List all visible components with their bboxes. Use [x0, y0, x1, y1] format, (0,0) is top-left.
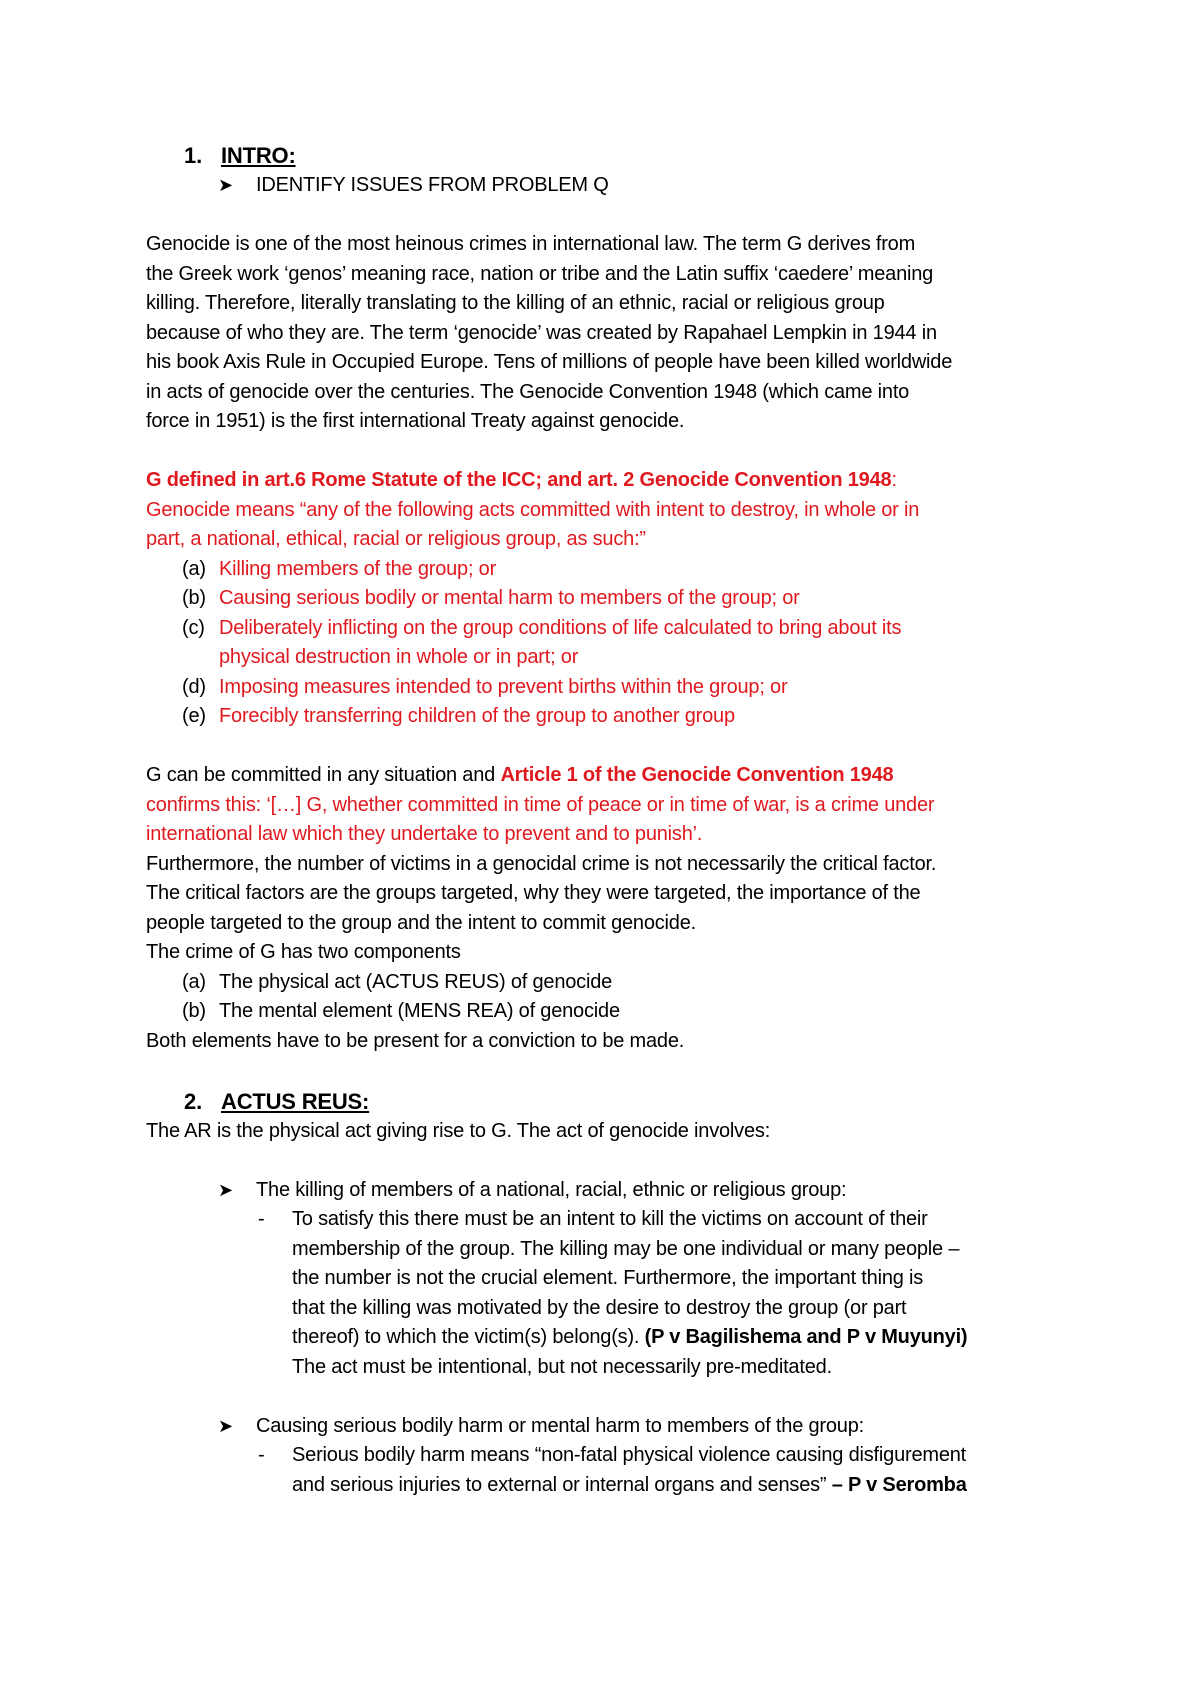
item-text: Forecibly transferring children of the group to another group	[219, 705, 735, 727]
dash-line: Serious bodily harm means “non-fatal physical violence causing disfigurement	[292, 1444, 967, 1466]
item-text: Deliberately inflicting on the group conditions of life calculated to bring about its	[219, 616, 902, 639]
arrow-bullet-item	[146, 1412, 1066, 1442]
dash-line	[292, 1471, 1066, 1501]
definition-item	[146, 614, 1066, 644]
document-body	[146, 140, 1066, 1500]
arrow-bullet-text: IDENTIFY ISSUES FROM PROBLEM Q	[256, 174, 609, 196]
paragraph-line: The AR is the physical act giving rise to G. The act of genocide involves:	[146, 1119, 771, 1142]
paragraph-line: the Greek work ‘genos’ meaning race, nation or tribe and the Latin suffix ‘caedere’ meaning	[146, 262, 934, 285]
article1-lead: G can be committed in any situation and	[146, 764, 501, 786]
arrow-bullet-icon: ➤	[218, 1179, 233, 1200]
arrow-bullet-text: The killing of members of a national, racial, ethnic or religious group:	[256, 1178, 847, 1201]
article1-reference: Article 1 of the Genocide Convention 1948	[500, 764, 894, 786]
dash-line: that the killing was motivated by the desire to destroy the group (or part	[292, 1296, 907, 1319]
section-number: 2.	[184, 1088, 202, 1114]
dash-line: the number is not the crucial element. Furthermore, the important thing is	[292, 1267, 924, 1289]
item-label: (a)	[182, 970, 206, 993]
case-citation: – P v Seromba	[831, 1473, 967, 1496]
paragraph-line: The critical factors are the groups targeted, why they were targeted, the importance of the	[146, 882, 921, 904]
arrow-bullet-icon: ➤	[218, 1415, 233, 1436]
section-number: 1.	[184, 143, 202, 168]
case-citation: (P v Bagilishema and P v Muyunyi)	[644, 1326, 968, 1348]
paragraph-line: Furthermore, the number of victims in a genocidal crime is not necessarily the critical factor.	[146, 852, 937, 875]
section-title: INTRO:	[221, 143, 296, 168]
item-label: (d)	[182, 675, 206, 698]
item-label: (b)	[182, 1000, 206, 1022]
article1-quote-line: international law which they undertake to prevent and to punish’.	[146, 823, 703, 845]
section-heading-actus-reus	[146, 1086, 1066, 1117]
dash-line: The act must be intentional, but not necessarily pre-meditated.	[292, 1355, 832, 1378]
definition-heading-text: G defined in art.6 Rome Statute of the ICC; and art. 2 Genocide Convention 1948	[146, 469, 892, 491]
item-text: Causing serious bodily or mental harm to members of the group; or	[219, 587, 800, 609]
arrow-bullet-text: Causing serious bodily harm or mental harm to members of the group:	[256, 1414, 864, 1437]
definition-line: part, a national, ethical, racial or religious group, as such:”	[146, 528, 646, 550]
definition-heading	[146, 466, 1066, 496]
paragraph-line: Genocide is one of the most heinous crimes in international law. The term G derives from	[146, 233, 916, 255]
article1-quote-line: confirms this: ‘[…] G, whether committed in time of peace or in time of war, is a crime under	[146, 793, 935, 816]
item-label: (a)	[182, 557, 206, 580]
dash-line	[292, 1323, 1066, 1353]
paragraph-line: Both elements have to be present for a conviction to be made.	[146, 1029, 685, 1052]
item-text: Imposing measures intended to prevent births within the group; or	[219, 675, 788, 698]
section-heading-intro	[146, 140, 1066, 171]
definition-line: Genocide means “any of the following acts committed with intent to destroy, in whole or in	[146, 498, 920, 521]
paragraph-line: The crime of G has two components	[146, 941, 461, 963]
item-text: The mental element (MENS REA) of genocide	[219, 1000, 620, 1022]
dash-item	[146, 1205, 1066, 1382]
definition-block	[146, 466, 1066, 732]
definition-item	[146, 673, 1066, 703]
paragraph-line: because of who they are. The term ‘genocide’ was created by Rapahael Lempkin in 1944 in	[146, 321, 937, 344]
component-item	[146, 997, 1066, 1027]
dash-bullet: -	[258, 1444, 265, 1466]
item-label: (c)	[182, 616, 205, 639]
dash-line-text: thereof) to which the victim(s) belong(s).	[292, 1326, 645, 1348]
article1-line	[146, 761, 1066, 791]
paragraph-line: in acts of genocide over the centuries. The Genocide Convention 1948 (which came into	[146, 380, 910, 403]
item-label: (b)	[182, 587, 206, 609]
item-text: The physical act (ACTUS REUS) of genocide	[219, 970, 613, 993]
item-text: Killing members of the group; or	[219, 557, 497, 580]
item-text: physical destruction in whole or in part; or	[219, 646, 579, 668]
arrow-bullet-icon: ➤	[218, 175, 233, 195]
intro-paragraph	[146, 230, 1066, 437]
definition-heading-colon: :	[891, 469, 897, 491]
section-title: ACTUS REUS:	[221, 1088, 370, 1114]
definition-item	[146, 702, 1066, 732]
definition-item	[146, 584, 1066, 614]
paragraph-line: killing. Therefore, literally translating to the killing of an ethnic, racial or religious group	[146, 292, 885, 314]
definition-item-continued	[146, 643, 1066, 673]
arrow-bullet-item	[146, 1176, 1066, 1206]
item-label: (e)	[182, 705, 206, 727]
paragraph-line: force in 1951) is the first international Treaty against genocide.	[146, 410, 685, 432]
arrow-bullet-item	[146, 171, 1066, 201]
component-item	[146, 968, 1066, 998]
dash-bullet: -	[258, 1208, 265, 1230]
dash-line-text: and serious injuries to external or internal organs and senses”	[292, 1473, 832, 1496]
dash-line: To satisfy this there must be an intent to kill the victims on account of their	[292, 1208, 928, 1230]
definition-item	[146, 555, 1066, 585]
paragraph-line: his book Axis Rule in Occupied Europe. Tens of millions of people have been killed worldwide	[146, 351, 953, 373]
dash-item	[146, 1441, 1066, 1500]
paragraph-line: people targeted to the group and the intent to commit genocide.	[146, 911, 697, 934]
article1-block	[146, 761, 1066, 1056]
dash-line: membership of the group. The killing may be one individual or many people –	[292, 1237, 960, 1260]
